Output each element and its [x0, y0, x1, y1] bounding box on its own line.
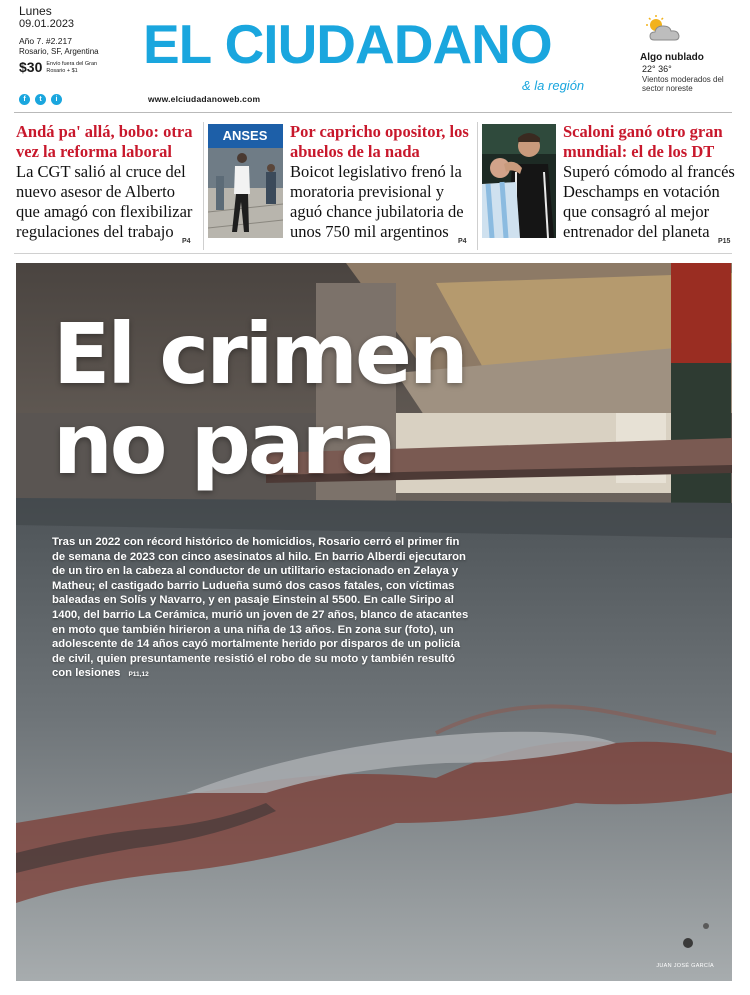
teaser-divider	[14, 253, 732, 254]
teaser-photo-scaloni	[482, 124, 556, 238]
teaser-scaloni-award[interactable]	[563, 122, 738, 242]
photo-credit: JUAN JOSÉ GARCÍA	[656, 963, 714, 969]
masthead-divider	[14, 112, 732, 113]
column-divider	[203, 122, 204, 250]
teaser-kicker: Scaloni ganó otro gran mundial: el de los DT	[563, 122, 723, 161]
weather-box	[640, 14, 740, 93]
cover-price: $30	[19, 59, 43, 75]
teaser-kicker: Andá pa' allá, bobo: otra vez la reforma laboral	[16, 122, 193, 161]
logo-tagline: & la región	[522, 78, 585, 93]
lead-page-ref: P11,12	[128, 671, 149, 679]
weather-temperatures: 22° 36°	[642, 64, 672, 74]
social-links	[19, 94, 62, 105]
teaser-photo-anses	[208, 124, 283, 238]
twitter-icon[interactable]: t	[35, 94, 46, 105]
price-block	[19, 59, 134, 75]
lead-paragraph	[52, 535, 472, 683]
teaser-body: Superó cómodo al francés Deschamps en votación que consagró al mejor entrenador del planeta	[563, 162, 735, 241]
teaser-body: Boicot legislativo frenó la moratoria previsional y aguó chance jubilatoria de unos 750 mil argentinos	[290, 162, 464, 241]
anses-sign: ANSES	[222, 128, 268, 143]
instagram-icon[interactable]: i	[51, 94, 62, 105]
teaser-kicker: Por capricho opositor, los abuelos de la nada	[290, 122, 469, 161]
main-headline	[53, 305, 466, 493]
issue-number: Año 7. #2.217	[19, 36, 72, 46]
issue-day: Lunes	[19, 4, 52, 18]
lead-text: Tras un 2022 con récord histórico de homicidios, Rosario cerró el primer fin de semana de 2023 con cinco asesinatos al hilo. En barrio Alberdi ejecutaron de un tiro en la cabeza al conductor de un utilitario estacionado en Zelaya y Matheu; el castigado barrio Ludueña sumó dos casos fatales, con víctimas baleadas en Solís y Navarro, y en pasaje Einstein al 5500. En calle Siripo al 1400, del barrio La Cerámica, murió un joven de 27 años, blanco de atacantes en moto que también hirieron a una niña de 13 años. En zona sur (foto), un adolescente de 14 años cayó mortalmente herido por disparos de un policía de civil, quien presuntamente resistió el robo de su moto y también resultó con lesiones	[52, 536, 469, 680]
main-story[interactable]	[16, 263, 732, 981]
facebook-icon[interactable]: f	[19, 94, 30, 105]
edition-info	[19, 5, 134, 75]
partly-cloudy-icon	[642, 14, 686, 44]
issue-location: Rosario, SF, Argentina	[19, 47, 99, 56]
teaser-page-ref: P4	[182, 238, 191, 245]
headline-line-2: no para	[53, 395, 394, 493]
weather-condition: Algo nublado	[640, 52, 704, 63]
headline-line-1: El crimen	[53, 305, 466, 403]
column-divider	[477, 122, 478, 250]
issue-date: 09.01.2023	[19, 18, 75, 30]
price-note: Envío fuera del Gran Rosario + $1	[46, 61, 98, 74]
teaser-labor-reform[interactable]	[16, 122, 201, 242]
teaser-page-ref: P15	[718, 238, 731, 245]
website-link[interactable]: www.elciudadanoweb.com	[148, 94, 261, 104]
teaser-body: La CGT salió al cruce del nuevo asesor de Alberto que amagó con flexibilizar regulaciones del trabajo	[16, 162, 193, 241]
weather-wind: Vientos moderados del sector noreste	[642, 75, 724, 93]
teaser-pension-moratorium[interactable]	[290, 122, 475, 242]
newspaper-logo: EL CIUDADANO	[143, 13, 552, 75]
teaser-page-ref: P4	[458, 238, 467, 245]
